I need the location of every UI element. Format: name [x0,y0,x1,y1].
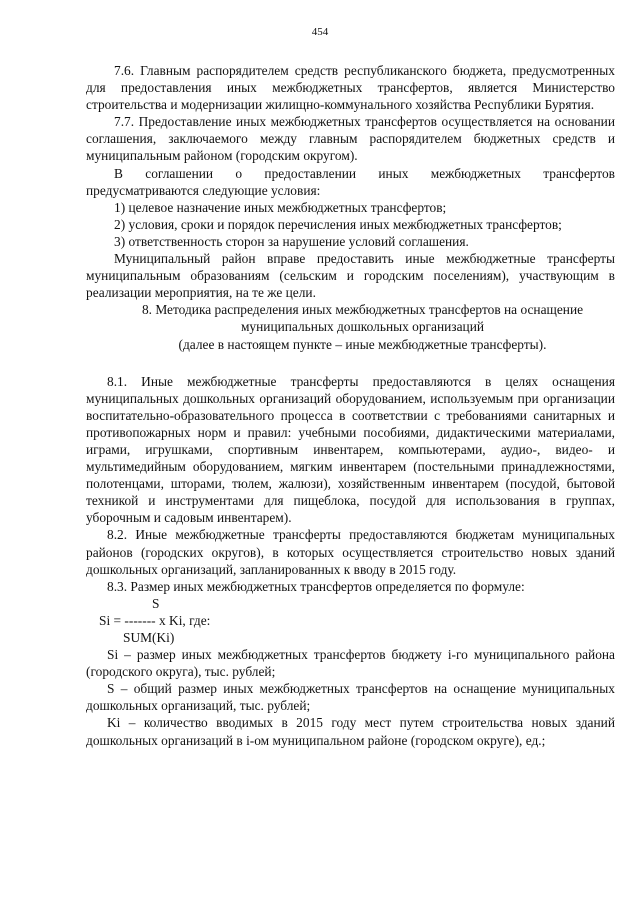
formula-numerator: S [152,595,160,611]
formula-main-line: Si = ------- x Ki, где: [99,612,211,628]
paragraph-agreement-conditions: В соглашении о предоставлении иных межбюджетных трансфертов предусматриваются следующие условия: [86,165,615,198]
paragraph-7-6: 7.6. Главным распорядителем средств республиканского бюджета, предусмотренных для предоставления иных межбюджетных трансфертов, является Министерство строительства и модернизации жилищно-коммунального хозяйства Республики Бурятия. [86,63,615,113]
definition-ki: Ki – количество вводимых в 2015 году мест путем строительства новых зданий дошкольных организаций в i-ом муниципальном районе (городском округе), ед.; [86,715,615,748]
formula [86,595,615,646]
section-spacer [86,353,615,373]
paragraph-8-2: 8.2. Иные межбюджетные трансферты предоставляются бюджетам муниципальных районов (городских округов), в которых осуществляется строительство новых зданий дошкольных организаций, запланированных к вводу в 2015 году. [86,527,615,577]
document-body [86,62,615,749]
heading-line-2: муниципальных дошкольных организаций [240,319,485,335]
heading-line-3: (далее в настоящем пункте – иные межбюджетные трансферты). [178,336,547,352]
paragraph-municipal-right: Муниципальный район вправе предоставить иные межбюджетные трансферты муниципальным образованиям (сельским и городским поселениям), участвующим в реализации мероприятия, на те же цели. [86,251,615,301]
definition-si: Si – размер иных межбюджетных трансфертов бюджету i-го муниципального района (городского округа), тыс. рублей; [86,647,615,680]
list-item-condition-3: 3) ответственность сторон за нарушение условий соглашения. [114,233,469,249]
list-item-condition-2: 2) условия, сроки и порядок перечисления иных межбюджетных трансфертов; [114,216,562,232]
list-item-condition-1: 1) целевое назначение иных межбюджетных трансфертов; [114,199,447,215]
formula-denominator: SUM(Ki) [123,630,175,645]
paragraph-8-1: 8.1. Иные межбюджетные трансферты предоставляются в целях оснащения муниципальных дошкольных организаций оборудованием, используемым при организации воспитательно-образовательного процесса в соответствии с требованиями санитарных и противопожарных норм и правил: учебными пособиями, дидактическими материалами, играми, игрушками, спортивным инвентарем, компьютерами, аудио-, видео- и мультимедийным оборудованием, мягким инвентарем (постельными принадлежностями, полотенцами, шторами, тюлем, жалюзи), хозяйственным инвентарем (посудой, бытовой техникой и инструментами для пищеблока, посудой для использования в группах, уборочным и садовым инвентарем). [86,373,615,526]
page-number: 454 [311,26,329,38]
paragraph-7-7: 7.7. Предоставление иных межбюджетных трансфертов осуществляется на основании соглашения, заключаемого между главным распорядителем бюджетных средств и муниципальным районом (городским округом). [86,114,615,164]
section-8-heading [86,301,615,352]
definition-s: S – общий размер иных межбюджетных трансфертов на оснащение муниципальных дошкольных организаций, тыс. рублей; [86,681,615,714]
heading-line-1: 8. Методика распределения иных межбюджетных трансфертов на оснащение [141,302,584,318]
paragraph-8-3: 8.3. Размер иных межбюджетных трансфертов определяется по формуле: [107,578,525,594]
